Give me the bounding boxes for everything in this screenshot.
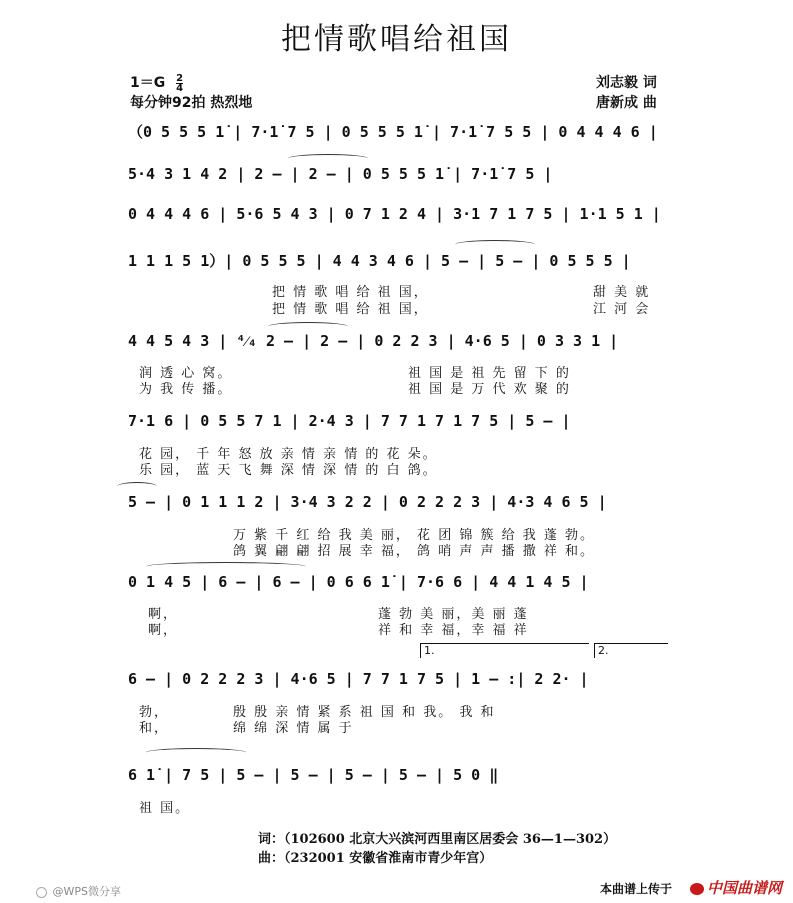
share-icon [36, 887, 47, 898]
lyric-line-8d: 祥 和 幸 福，幸 福 祥 [378, 623, 529, 638]
key-label: 1＝G [130, 75, 166, 91]
wps-watermark [36, 883, 121, 899]
score-row-1: （0 5 5 5 1̇ | 7·1̇ 7 5 | 0 5 5 5 1̇ | 7·1̇ 7 5 5 | 0 4 4 4 6 | [128, 122, 658, 141]
lyricist-credit: 刘志毅 词 [596, 75, 657, 91]
lyric-line-4a: 把 情 歌 唱 给 祖 国， [272, 285, 429, 300]
watermark-text: @WPS微分享 [52, 885, 121, 898]
score-row-6: 7·1 6 | 0 5 5 7 1 | 2·4 3 | 7 7 1 7 1 7 5 | 5 – | [128, 412, 571, 430]
lyric-line-8b: 啊， [148, 623, 179, 638]
lyric-line-7a: 万 紫 千 红 给 我 美 丽， 花 团 锦 簇 给 我 蓬 勃。 [233, 528, 595, 543]
lyric-line-8a: 啊， [148, 607, 179, 622]
lyric-line-5a: 润 透 心 窝。 [139, 366, 233, 381]
lyric-line-6a: 花 园， 千 年 怒 放 亲 情 亲 情 的 花 朵。 [139, 447, 438, 462]
lyric-line-9d: 绵 绵 深 情 属 于 [233, 721, 354, 736]
tempo-marking: 每分钟92拍 热烈地 [130, 95, 253, 111]
score-row-10: 6 1̇ | 7 5 | 5 – | 5 – | 5 – | 5 – | 5 0 ‖ [128, 766, 499, 784]
site-logo[interactable] [690, 877, 782, 898]
upload-note: 本曲谱上传于 [600, 882, 673, 896]
tie-arc [268, 322, 348, 331]
time-top: 2 [176, 72, 184, 84]
lyric-line-5c: 祖 国 是 祖 先 留 下 的 [408, 366, 571, 381]
score-row-8: 0 1 4 5 | 6 – | 6 – | 0 6 6 1̇ | 7·6 6 | 4 4 1 4 5 | [128, 573, 589, 591]
lyric-line-4d: 江 河 会 [593, 302, 651, 317]
logo-text: 中国曲谱网 [707, 879, 783, 897]
lyric-line-5b: 为 我 传 播。 [139, 382, 233, 397]
tie-arc [455, 240, 535, 249]
lyric-line-9c: 殷 殷 亲 情 紧 系 祖 国 和 我。 我 和 [233, 705, 496, 720]
key-signature [130, 72, 183, 93]
logo-icon [690, 883, 704, 895]
volta-first-ending: 1. [420, 643, 589, 658]
composer-address: 曲：（232001 安徽省淮南市青少年宫） [258, 851, 493, 866]
lyric-line-4b: 把 情 歌 唱 给 祖 国， [272, 302, 429, 317]
lyric-line-4c: 甜 美 就 [593, 285, 651, 300]
tie-arc [146, 748, 246, 757]
score-row-3: 0 4 4 4 6 | 5·6 5 4 3 | 0 7 1 2 4 | 3·1 7 1 7 5 | 1·1 5 1 | [128, 205, 661, 223]
song-title: 把情歌唱给祖国 [281, 22, 512, 57]
time-bottom: 4 [176, 82, 184, 94]
time-signature [176, 74, 183, 93]
tie-arc [288, 154, 368, 163]
lyric-line-8c: 蓬 勃 美 丽，美 丽 蓬 [378, 607, 529, 622]
score-row-4: 1 1 1 5 1）| 0 5 5 5 | 4 4 3 4 6 | 5 – | 5 – | 0 5 5 5 | [128, 251, 631, 270]
tie-arc [117, 482, 157, 491]
score-row-7: 5 – | 0 1 1 1 2 | 3·4 3 2 2 | 0 2 2 2 3 | 4·3 4 6 5 | [128, 493, 607, 511]
tie-arc [146, 562, 306, 571]
score-row-9: 6 – | 0 2 2 2 3 | 4·6 5 | 7 7 1 7 5 | 1 – :| 2 2· | [128, 670, 589, 688]
lyricist-address: 词：（102600 北京大兴滨河西里南区居委会 36—1—302） [258, 832, 617, 847]
lyric-line-9a: 勃， [139, 705, 170, 720]
composer-credit: 唐新成 曲 [596, 95, 657, 111]
lyric-line-10a: 祖 国。 [139, 801, 191, 816]
lyric-line-5d: 祖 国 是 万 代 欢 聚 的 [408, 382, 571, 397]
volta-second-ending: 2. [594, 643, 668, 658]
lyric-line-7b: 鸽 翼 翩 翩 招 展 幸 福， 鸽 哨 声 声 播 撒 祥 和。 [233, 544, 595, 559]
lyric-line-9b: 和， [139, 721, 170, 736]
lyric-line-6b: 乐 园， 蓝 天 飞 舞 深 情 深 情 的 白 鸽。 [139, 463, 438, 478]
score-row-2: 5·4 3 1 4 2 | 2 – | 2 – | 0 5 5 5 1̇ | 7·1̇ 7 5 | [128, 165, 553, 183]
score-row-5: 4 4 5 4 3 | ⁴⁄₄ 2 – | 2 – | 0 2 2 3 | 4·6 5 | 0 3 3 1 | [128, 331, 619, 350]
